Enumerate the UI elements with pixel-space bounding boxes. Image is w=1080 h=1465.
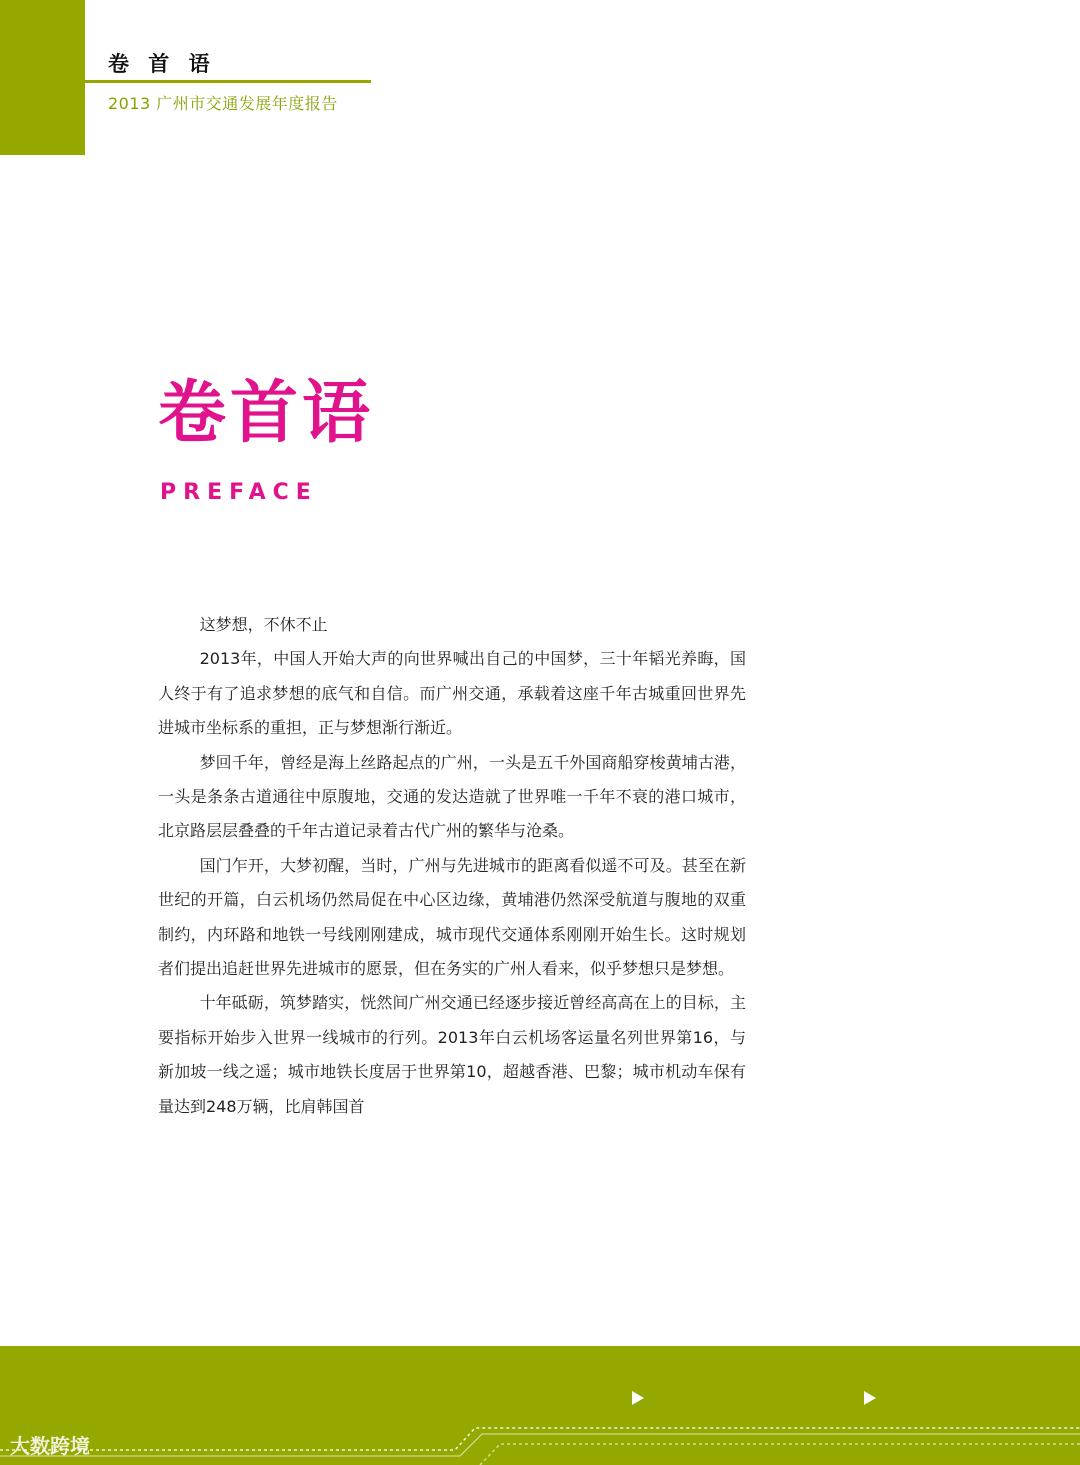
paragraph: 国门乍开，大梦初醒，当时，广州与先进城市的距离看似遥不可及。甚至在新世纪的开篇，白云机场仍然局促在中心区边缘，黄埔港仍然深受航道与腹地的双重制约，内环路和地铁一号线刚刚建成，城市现代交通体系刚刚开始生长。这时规划者们提出追赶世界先进城市的愿景，但在务实的广州人看来，似乎梦想只是梦想。 [158, 855, 746, 979]
paragraph-heading: 这梦想，不休不止 [199, 615, 328, 634]
play-arrow-icon [632, 1391, 644, 1405]
paragraph: 2013年，中国人开始大声的向世界喊出自己的中国梦，三十年韬光养晦，国人终于有了追求梦想的底气和自信。而广州交通，承载着这座千年古城重回世界先进城市坐标系的重担，正与梦想渐行渐近。 [158, 649, 746, 738]
corner-color-block [0, 0, 85, 155]
preface-body [158, 608, 746, 1124]
header-divider [85, 80, 371, 83]
watermark-logo: 大数跨境 [10, 1434, 90, 1458]
page-title: 卷首语 [158, 374, 375, 453]
report-title: 2013 广州市交通发展年度报告 [108, 94, 338, 113]
paragraph: 十年砥砺，筑梦踏实，恍然间广州交通已经逐步接近曾经高高在上的目标，主要指标开始步入世界一线城市的行列。2013年白云机场客运量名列世界第16，与新加坡一线之遥；城市地铁长度居于世界第10，超越香港、巴黎；城市机动车保有量达到248万辆，比肩韩国首 [158, 993, 746, 1116]
section-title: 卷 首 语 [108, 52, 216, 76]
paragraph: 梦回千年，曾经是海上丝路起点的广州，一头是五千外国商船穿梭黄埔古港，一头是条条古道通往中原腹地，交通的发达造就了世界唯一千年不衰的港口城市，北京路层层叠叠的千年古道记录着古代广州的繁华与沧桑。 [158, 752, 746, 841]
play-arrow-icon [864, 1391, 876, 1405]
page-subtitle: PREFACE [160, 480, 318, 505]
footer-decoration [0, 1346, 1080, 1465]
